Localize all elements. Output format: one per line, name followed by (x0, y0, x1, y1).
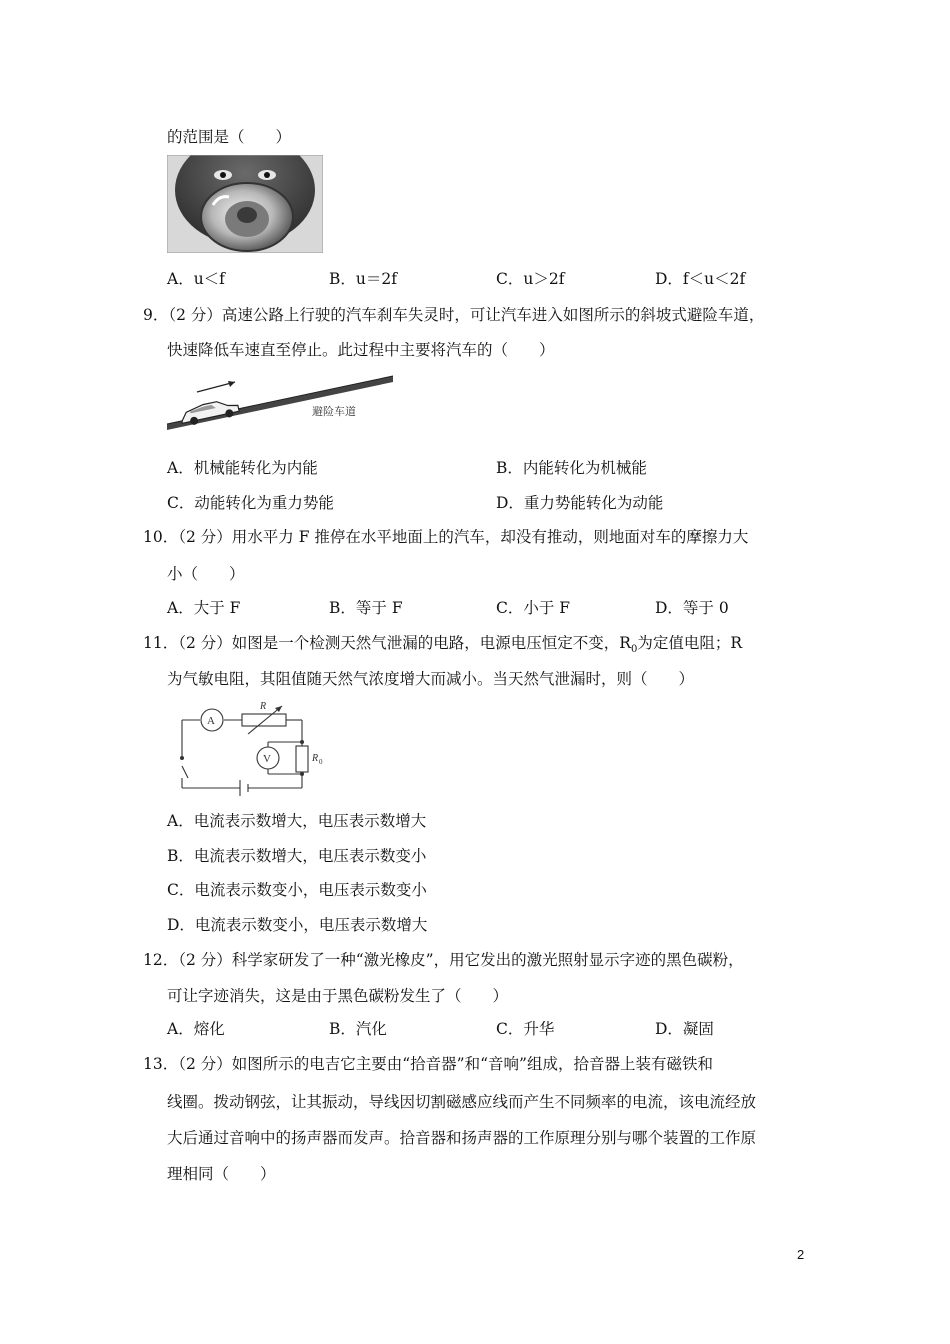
q8-option-b: B．u＝2f (329, 270, 397, 288)
q11-option-d: D．电流表示数变小，电压表示数增大 (167, 916, 428, 934)
q11-fixed-resistor-subscript: 0 (319, 758, 323, 766)
q11-option-a: A．电流表示数增大，电压表示数增大 (167, 812, 427, 830)
q12-line-1: 12．（2 分）科学家研发了一种“激光橡皮”，用它发出的激光照射显示字迹的黑色碳粉， (143, 951, 744, 969)
q11-option-b: B．电流表示数增大，电压表示数变小 (167, 847, 427, 865)
q11-line-2: 为气敏电阻，其阻值随天然气浓度增大而减小。当天然气泄漏时，则（ ） (167, 670, 695, 688)
q9-option-c: C．动能转化为重力势能 (167, 494, 334, 512)
q11-option-c: C．电流表示数变小，电压表示数变小 (167, 881, 427, 899)
q9-option-a: A．机械能转化为内能 (167, 459, 318, 477)
q13-line-3: 大后通过音响中的扬声器而发声。拾音器和扬声器的工作原理分别与哪个装置的工作原 (167, 1129, 757, 1147)
q12-line-2: 可让字迹消失，这是由于黑色碳粉发生了（ ） (167, 987, 509, 1005)
q11-line-1-subscript: 0 (630, 644, 638, 656)
q9-option-d: D．重力势能转化为动能 (496, 494, 664, 512)
q11-line-1-part-b: 为定值电阻；R (637, 634, 742, 652)
q10-option-b: B．等于 F (329, 599, 403, 617)
q13-line-1: 13．（2 分）如图所示的电吉它主要由“拾音器”和“音响”组成，拾音器上装有磁铁和 (143, 1055, 713, 1073)
q10-option-c: C．小于 F (496, 599, 571, 617)
q10-option-a: A．大于 F (167, 599, 241, 617)
q11-line-1 (143, 633, 742, 660)
q9-escape-ramp-figure (167, 372, 395, 432)
q12-option-a: A．熔化 (167, 1020, 225, 1038)
q11-line-1-part-a: 11．（2 分）如图是一个检测天然气泄漏的电路，电源电压恒定不变，R (143, 634, 631, 652)
q11-fixed-resistor-label: R (312, 753, 319, 764)
q9-option-b: B．内能转化为机械能 (496, 459, 647, 477)
q8-option-c: C．u＞2f (496, 270, 565, 288)
q10-line-2: 小（ ） (167, 565, 245, 583)
q11-resistor-label: R (260, 701, 267, 712)
page-number: 2 (797, 1247, 805, 1262)
q9-line-2: 快速降低车速直至停止。此过程中主要将汽车的（ ） (167, 341, 555, 359)
q13-line-4: 理相同（ ） (167, 1165, 276, 1183)
q10-line-1: 10．（2 分）用水平力 F 推停在水平地面上的汽车，却没有推动，则地面对车的摩擦力大 (143, 528, 749, 546)
q8-option-d: D．f＜u＜2f (655, 270, 746, 288)
q8-option-a: A．u＜f (167, 270, 225, 288)
q10-option-d: D．等于 0 (655, 599, 729, 617)
q8-text: 的范围是（ ） (167, 128, 292, 146)
q11-circuit-diagram (168, 698, 338, 796)
q13-line-2: 线圈。拨动钢弦，让其振动，导线因切割磁感应线而产生不同频率的电流，该电流经放 (167, 1093, 757, 1111)
q8-photo (167, 155, 323, 253)
q9-line-1: 9．（2 分）高速公路上行驶的汽车刹车失灵时，可让汽车进入如图所示的斜坡式避险车道， (143, 306, 765, 324)
q12-option-d: D．凝固 (655, 1020, 714, 1038)
q11-voltmeter-label: V (263, 753, 271, 765)
q12-option-c: C．升华 (496, 1020, 555, 1038)
q11-ammeter-label: A (207, 715, 215, 727)
q9-figure-label: 避险车道 (312, 405, 356, 418)
q12-option-b: B．汽化 (329, 1020, 387, 1038)
